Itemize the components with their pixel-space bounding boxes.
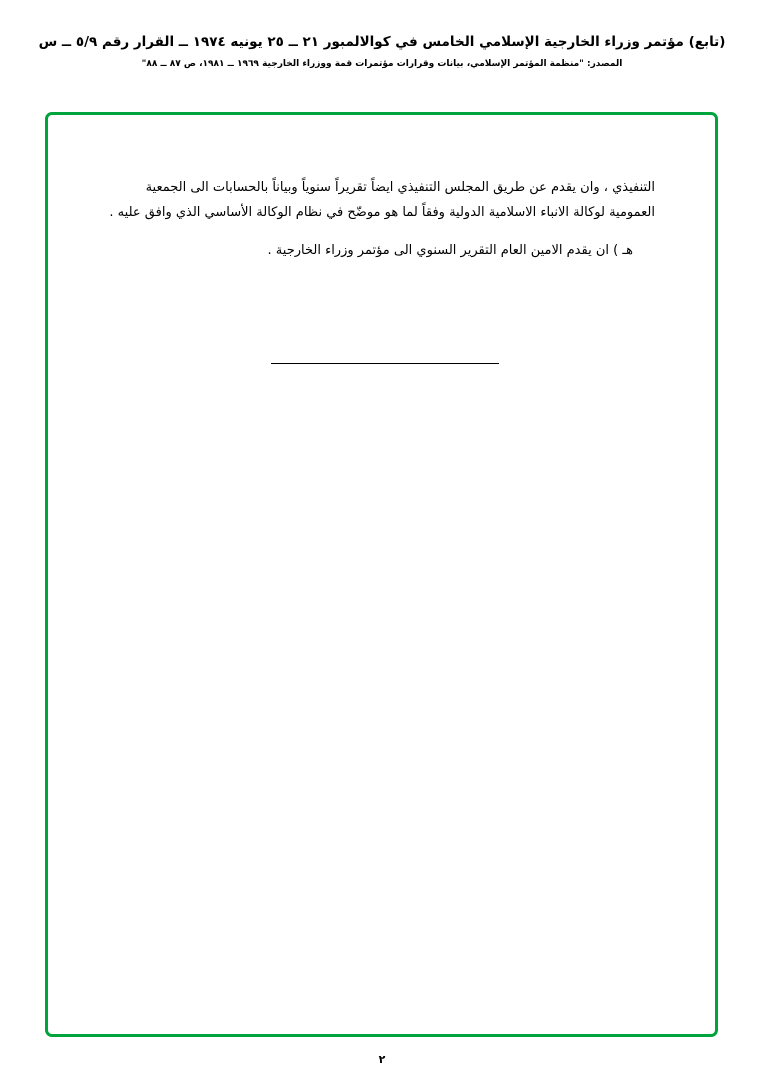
- page-number: ٢: [378, 1053, 386, 1066]
- paragraph-continuation: التنفيذي ، وان يقدم عن طريق المجلس التنفيذي ايضاً تقريراً سنوياً وبياناً بالحسابات الى الجمعية العمومية لوكالة الانباء الاسلامية الدولية وفقاً لما هو موضّح في نظام الوكالة الأساسي الذي وافق عليه .: [109, 180, 655, 221]
- section-divider: [48, 353, 721, 372]
- page-header: [0, 34, 764, 70]
- header-title: (تابع) مؤتمر وزراء الخارجية الإسلامي الخامس في كوالالمبور ٢١ ــ ٢٥ يونيه ١٩٧٤ ــ القرار رقم ٥/٩ ــ س: [38, 34, 726, 50]
- page-footer: [0, 1048, 764, 1067]
- divider-line: [271, 363, 499, 364]
- content-frame: [45, 112, 718, 1037]
- body-text-block: [108, 175, 655, 275]
- header-source-note: المصدر: "منظمة المؤتمر الإسلامي، بيانات وقرارات مؤتمرات قمة ووزراء الخارجية ١٩٦٩ ــ ١٩٨١، ص ٨٧ ــ ٨٨": [141, 58, 623, 69]
- paragraph-clause-e: هـ ) ان يقدم الامين العام التقرير السنوي الى مؤتمر وزراء الخارجية .: [267, 242, 633, 258]
